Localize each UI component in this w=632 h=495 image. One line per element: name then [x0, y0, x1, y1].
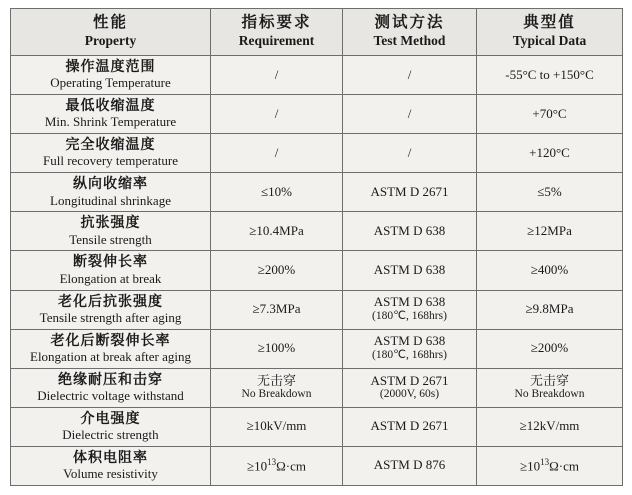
cell-test-method — [343, 56, 477, 95]
cell-typical-data-main: +70°C — [532, 105, 567, 121]
cell-typical-data-main: -55°C to +150°C — [505, 66, 594, 82]
table-row — [11, 329, 623, 368]
cell-test-method — [343, 407, 477, 446]
table-row — [11, 173, 623, 212]
cell-test-method-main: / — [407, 66, 412, 82]
cell-requirement-main: ≥200% — [257, 262, 296, 278]
cell-typical-data — [477, 446, 623, 485]
cell-requirement — [211, 95, 343, 134]
table-row — [11, 407, 623, 446]
property-label-cn: 纵向收缩率 — [73, 176, 148, 193]
property-label-cn: 老化后断裂伸长率 — [50, 332, 171, 349]
cell-requirement — [211, 212, 343, 251]
cell-typical-data-main: ≥400% — [530, 262, 569, 278]
column-header-typical-data-cn: 典型值 — [523, 13, 576, 31]
cell-test-method-main: ASTM D 638 — [373, 262, 446, 278]
cell-typical-data-main: ≥12kV/mm — [519, 418, 580, 434]
property-label-cn: 操作温度范围 — [65, 59, 156, 76]
column-header-property-en: Property — [84, 32, 137, 48]
specification-table — [10, 8, 623, 486]
cell-test-method-sub: (180℃, 168hrs) — [372, 349, 447, 362]
cell-test-method — [343, 134, 477, 173]
property-label-en: Volume resistivity — [63, 465, 158, 481]
table-row — [11, 368, 623, 407]
cell-property — [11, 134, 211, 173]
cell-test-method — [343, 212, 477, 251]
cell-requirement-main: ≥10.4MPa — [249, 223, 304, 238]
header-row — [11, 9, 623, 56]
cell-requirement-main: 无击穿 — [256, 372, 296, 388]
table-row — [11, 134, 623, 173]
cell-property — [11, 329, 211, 368]
cell-test-method-main: ASTM D 638 — [373, 294, 446, 310]
table-row — [11, 95, 623, 134]
cell-typical-data-main: ≥12MPa — [527, 223, 572, 238]
cell-requirement — [211, 446, 343, 485]
cell-property — [11, 290, 211, 329]
cell-typical-data — [477, 95, 623, 134]
column-header-requirement-en: Requirement — [238, 32, 315, 48]
table-row — [11, 290, 623, 329]
cell-test-method-main: ASTM D 2671 — [370, 418, 449, 434]
cell-requirement — [211, 56, 343, 95]
table-row — [11, 56, 623, 95]
cell-requirement — [211, 407, 343, 446]
cell-typical-data — [477, 329, 623, 368]
property-label-cn: 抗张强度 — [80, 215, 141, 232]
cell-requirement — [211, 290, 343, 329]
cell-test-method-main: / — [407, 105, 412, 121]
cell-property — [11, 368, 211, 407]
cell-requirement-main: ≥10kV/mm — [246, 418, 307, 434]
property-label-en: Full recovery temperature — [43, 153, 178, 169]
column-header-property — [11, 9, 211, 56]
property-label-cn: 老化后抗张强度 — [58, 293, 163, 310]
cell-test-method-main: ASTM D 638 — [373, 333, 446, 349]
cell-typical-data — [477, 407, 623, 446]
cell-test-method — [343, 95, 477, 134]
property-label-en: Dielectric strength — [62, 426, 159, 442]
cell-test-method — [343, 290, 477, 329]
cell-test-method-main: / — [407, 144, 412, 160]
table-row — [11, 212, 623, 251]
cell-test-method-main: ASTM D 2671 — [370, 372, 449, 388]
property-label-cn: 体积电阻率 — [73, 449, 148, 466]
property-label-cn: 完全收缩温度 — [65, 137, 156, 154]
cell-property — [11, 251, 211, 290]
cell-requirement-main: / — [274, 66, 279, 82]
property-label-en: Elongation at break — [59, 270, 162, 286]
cell-typical-data-main: ≤5% — [537, 183, 562, 199]
cell-requirement-main: ≥100% — [257, 340, 296, 356]
cell-requirement-main: ≥7.3MPa — [252, 301, 301, 317]
column-header-typical-data — [477, 9, 623, 56]
cell-requirement — [211, 134, 343, 173]
cell-test-method — [343, 329, 477, 368]
column-header-requirement — [211, 9, 343, 56]
cell-property — [11, 95, 211, 134]
cell-requirement — [211, 329, 343, 368]
property-label-en: Tensile strength after aging — [39, 309, 182, 325]
cell-test-method — [343, 446, 477, 485]
cell-typical-data — [477, 173, 623, 212]
cell-typical-data-sub: No Breakdown — [514, 388, 585, 401]
property-label-cn: 介电强度 — [80, 410, 141, 427]
column-header-test-method — [343, 9, 477, 56]
cell-typical-data-main: ≥9.8MPa — [525, 301, 574, 317]
cell-test-method — [343, 251, 477, 290]
table-row — [11, 251, 623, 290]
column-header-typical-data-en: Typical Data — [512, 32, 587, 48]
cell-test-method-main: ASTM D 876 — [373, 457, 446, 473]
property-label-en: Tensile strength — [69, 231, 152, 247]
property-label-en: Min. Shrink Temperature — [44, 114, 177, 130]
cell-typical-data-main: ≥200% — [530, 340, 569, 356]
cell-requirement — [211, 251, 343, 290]
property-label-en: Dielectric voltage withstand — [37, 387, 184, 403]
property-label-en: Elongation at break after aging — [30, 348, 191, 364]
cell-typical-data-main: 无击穿 — [529, 372, 569, 388]
cell-requirement-main: / — [274, 144, 279, 160]
cell-test-method — [343, 368, 477, 407]
cell-requirement-main: ≤10% — [261, 183, 292, 199]
table-row — [11, 446, 623, 485]
column-header-test-method-en: Test Method — [373, 32, 446, 48]
cell-typical-data — [477, 251, 623, 290]
property-label-cn: 绝缘耐压和击穿 — [58, 371, 163, 388]
cell-test-method-sub: (180℃, 168hrs) — [372, 310, 447, 323]
cell-property — [11, 173, 211, 212]
cell-requirement — [211, 368, 343, 407]
cell-typical-data — [477, 134, 623, 173]
property-label-en: Operating Temperature — [50, 75, 171, 91]
cell-typical-data — [477, 290, 623, 329]
cell-property — [11, 56, 211, 95]
cell-typical-data-main: $\ge 10^{13}\Omega\cdot cm$ — [519, 457, 579, 474]
cell-test-method — [343, 173, 477, 212]
cell-typical-data — [477, 56, 623, 95]
cell-requirement-sub: No Breakdown — [241, 388, 312, 401]
table-body — [11, 56, 623, 485]
cell-typical-data — [477, 212, 623, 251]
property-label-en: Longitudinal shrinkage — [50, 192, 171, 208]
cell-property — [11, 407, 211, 446]
cell-property — [11, 212, 211, 251]
cell-typical-data-main: +120°C — [529, 144, 570, 160]
property-label-cn: 断裂伸长率 — [73, 254, 148, 271]
property-label-cn: 最低收缩温度 — [65, 98, 156, 115]
column-header-test-method-cn: 测试方法 — [374, 13, 445, 31]
table-header — [11, 9, 623, 56]
cell-test-method-sub: (2000V, 60s) — [379, 388, 440, 401]
cell-property — [11, 446, 211, 485]
column-header-requirement-cn: 指标要求 — [241, 13, 312, 31]
cell-typical-data — [477, 368, 623, 407]
cell-requirement-main: $\ge 10^{13}\Omega\cdot cm$ — [246, 457, 306, 474]
cell-test-method-main: ASTM D 638 — [373, 223, 446, 238]
cell-requirement-main: / — [274, 105, 279, 121]
cell-test-method-main: ASTM D 2671 — [370, 183, 449, 199]
cell-requirement — [211, 173, 343, 212]
column-header-property-cn: 性能 — [92, 13, 128, 31]
